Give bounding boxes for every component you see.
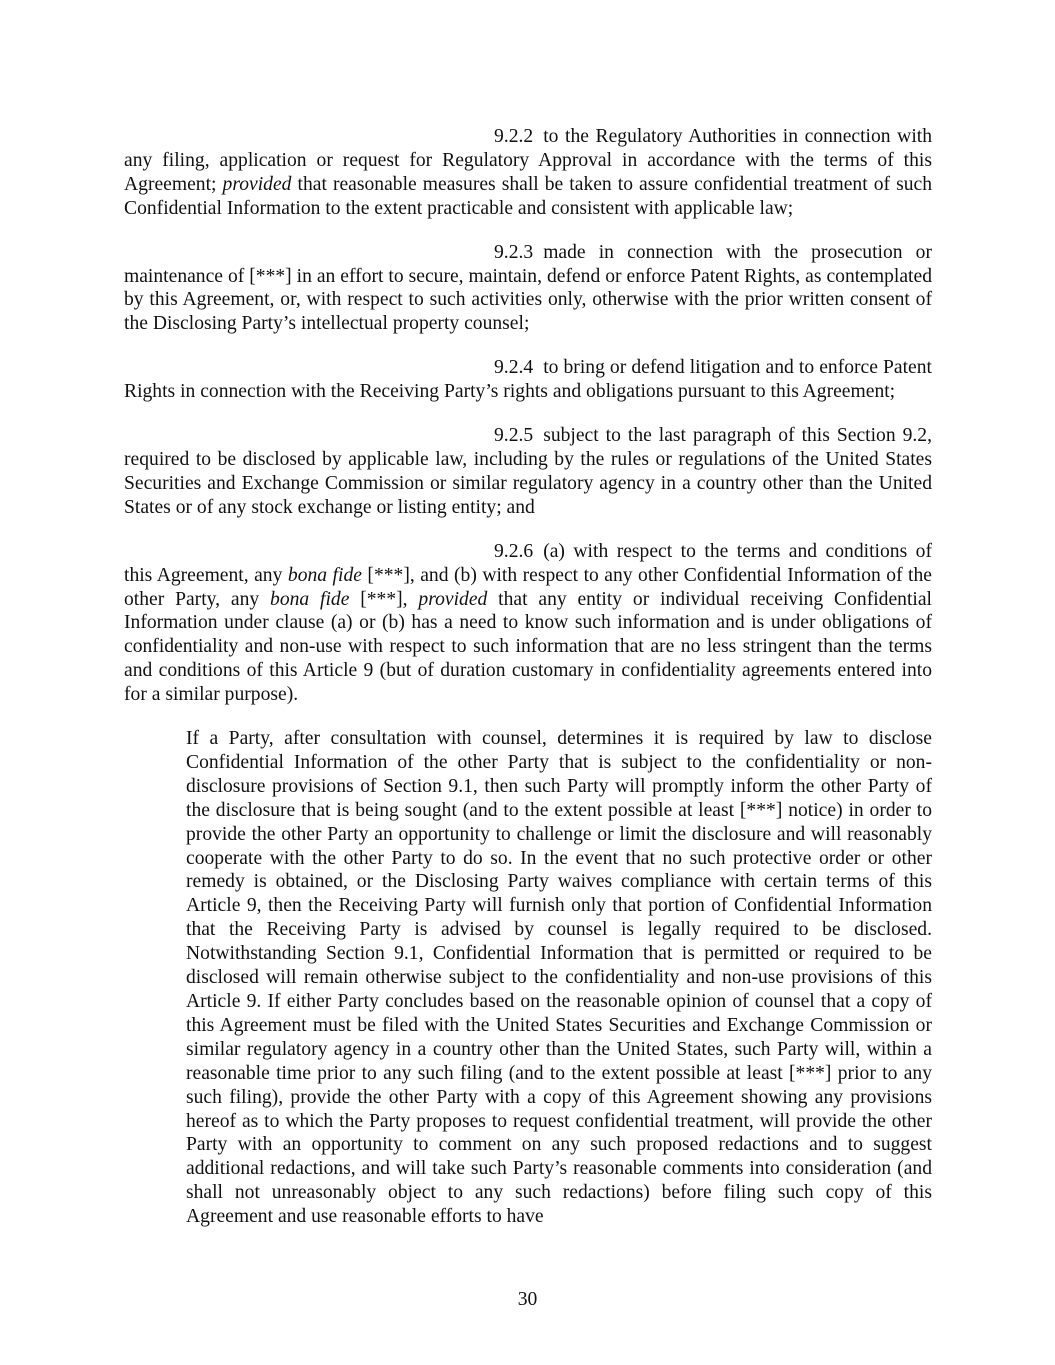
section-number: 9.2.2: [494, 126, 534, 147]
section-text: that any entity or individual receiving Confidential Information under clause (a) or (b) has a need to know such information and is under obligations of confidentiality and non-use with respect to such information that are no less stringent than the terms and conditions of this Article 9 (but of duration customary in confidentiality agreements entered into for a similar purpose).: [124, 588, 933, 706]
document-body: [124, 125, 932, 1229]
section-text: [***], and (b) with respect to any other Confidential Information of the other Party, any: [124, 564, 932, 610]
section-text: that reasonable measures shall be taken to assure confidential treatment of such Confidential Information to the extent practicable and consistent with applicable law;: [124, 173, 932, 219]
section-text: (a) with respect to the terms and conditions of this Agreement, any: [124, 540, 932, 586]
section-number: 9.2.5: [494, 425, 534, 447]
section-text: made in connection with the prosecution or maintenance of [***] in an effort to secure, maintain, defend or enforce Patent Rights, as contemplated by this Agreement, or, with respect to such activities only, otherwise with the prior written consent of the Disclosing Party’s intellectual property counsel;: [124, 241, 932, 335]
section-9-2-3: [124, 241, 932, 337]
italic-term: bona fide: [287, 564, 362, 586]
section-9-2-4: [124, 356, 932, 404]
italic-term: provided: [222, 173, 292, 195]
italic-term: provided: [418, 588, 488, 610]
disclosure-block-paragraph: If a Party, after consultation with counsel, determines it is required by law to disclose Confidential Information of the other Party that is subject to the confidentiality or non-disclosure provisions of Section 9.1, then such Party will promptly inform the other Party of the disclosure that is being sought (and to the extent possible at least [***] notice) in order to provide the other Party an opportunity to challenge or limit the disclosure and will reasonably cooperate with the other Party to do so. In the event that no such protective order or other remedy is obtained, or the Disclosing Party waives compliance with certain terms of this Article 9, then the Receiving Party will furnish only that portion of Confidential Information that the Receiving Party is advised by counsel is legally required to be disclosed. Notwithstanding Section 9.1, Confidential Information that is permitted or required to be disclosed will remain otherwise subject to the confidentiality and non-use provisions of this Article 9. If either Party concludes based on the reasonable opinion of counsel that a copy of this Agreement must be filed with the United States Securities and Exchange Commission or similar regulatory agency in a country other than the United States, such Party will, within a reasonable time prior to any such filing (and to the extent possible at least [***] prior to any such filing), provide the other Party with a copy of this Agreement showing any provisions hereof as to which the Party proposes to request confidential treatment, will provide the other Party with an opportunity to comment on any such proposed redactions and to suggest additional redactions, and will take such Party’s reasonable comments into consideration (and shall not unreasonably object to any such redactions) before filing such copy of this Agreement and use reasonable efforts to have: [186, 728, 932, 1228]
section-number: 9.2.3: [494, 241, 534, 263]
section-text: subject to the last paragraph of this Section 9.2, required to be disclosed by applicable law, including by the rules or regulations of the United States Securities and Exchange Commission or similar regulatory agency in a country other than the United States or of any stock exchange or listing entity; and: [124, 425, 932, 518]
page-number: 30: [517, 1289, 538, 1310]
section-number: 9.2.4: [494, 357, 534, 379]
section-number: 9.2.6: [494, 540, 534, 562]
section-text: to bring or defend litigation and to enforce Patent Rights in connection with the Receiving Party’s rights and obligations pursuant to this Agreement;: [124, 357, 932, 403]
section-9-2-2: [124, 125, 932, 221]
italic-term: bona fide: [270, 588, 350, 610]
section-9-2-6: [124, 540, 932, 707]
section-9-2-5: [124, 424, 932, 520]
section-text: to the Regulatory Authorities in connection with any filing, application or request for Regulatory Approval in accordance with the terms of this Agreement;: [124, 126, 932, 195]
section-text: [***],: [360, 588, 408, 610]
